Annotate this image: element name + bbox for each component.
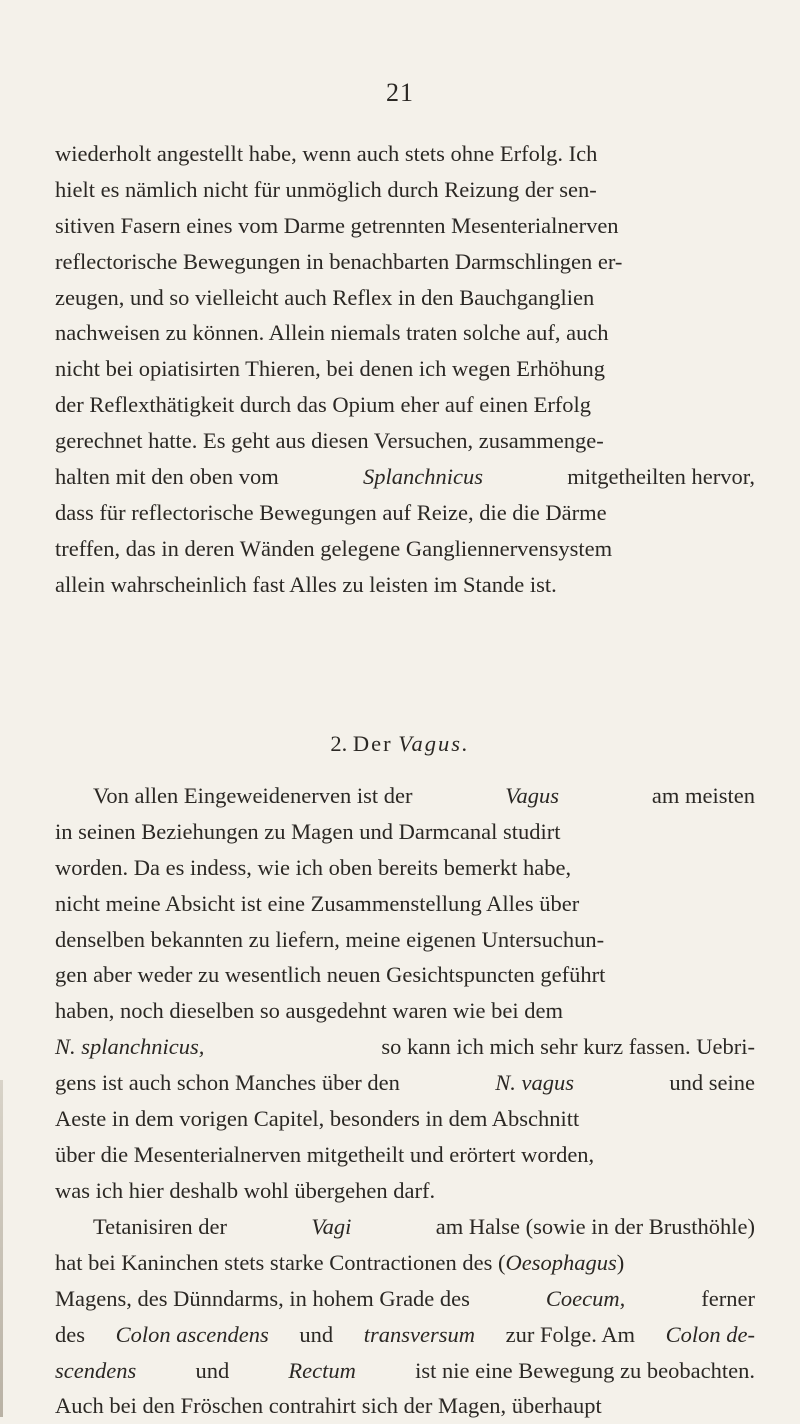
text-line	[55, 495, 755, 531]
section-heading	[0, 731, 800, 757]
text-line	[55, 1065, 755, 1101]
paragraph-1	[55, 136, 755, 603]
text-line	[55, 850, 755, 886]
text-line	[55, 136, 755, 172]
text-line	[55, 1029, 755, 1065]
text-segment: am meisten	[651, 783, 755, 808]
italic-term: N. vagus	[495, 1070, 575, 1096]
text-line-content: reflectorische Bewegungen in benachbarten Darmschlingen er-	[55, 248, 623, 274]
text-segment: und	[195, 1357, 230, 1383]
text-line	[55, 459, 755, 495]
text-line-content: allein wahrscheinlich fast Alles zu leisten im Stande ist.	[55, 571, 557, 597]
text-line-content: dass für reflectorische Bewegungen auf Reize, die die Därme	[55, 499, 607, 525]
italic-term: N. splanchnicus,	[55, 1034, 205, 1060]
italic-term: Colon de-	[665, 1321, 755, 1347]
text-line-content: Auch bei den Fröschen contrahirt sich der Magen, überhaupt	[55, 1393, 602, 1419]
section-label: Der	[352, 731, 393, 756]
text-line	[55, 1209, 755, 1245]
text-line	[55, 280, 755, 316]
text-line	[55, 423, 755, 459]
text-segment: zur Folge. Am	[505, 1321, 635, 1347]
text-segment: ferner	[701, 1285, 755, 1311]
text-segment: ist nie eine Bewegung zu beobachten.	[415, 1357, 755, 1383]
text-part: hat bei Kaninchen stets starke Contractionen des (	[55, 1249, 506, 1275]
text-segment: halten mit den oben vom	[55, 464, 279, 490]
italic-term: Splanchnicus	[362, 464, 483, 490]
text-line-content: worden. Da es indess, wie ich oben bereits bemerkt habe,	[55, 854, 572, 880]
text-line	[55, 886, 755, 922]
text-segment: Von allen Eingeweidenerven ist der	[93, 783, 413, 808]
text-line-content: über die Mesenterialnerven mitgetheilt und erörtert worden,	[55, 1141, 595, 1167]
text-line-content: hielt es nämlich nicht für unmöglich durch Reizung der sen-	[55, 176, 597, 202]
text-segment: so kann ich mich sehr kurz fassen. Uebri-	[381, 1034, 755, 1060]
text-line	[55, 1101, 755, 1137]
text-segment: Tetanisiren der	[93, 1214, 227, 1239]
text-line	[55, 567, 755, 603]
italic-term: Vagi	[311, 1214, 352, 1239]
text-line	[55, 172, 755, 208]
text-line-content: nicht bei opiatisirten Thieren, bei denen ich wegen Erhöhung	[55, 356, 606, 382]
text-segment	[55, 1245, 624, 1281]
text-line-content: gen aber weder zu wesentlich neuen Gesichtspuncten geführt	[55, 962, 606, 988]
text-segment: gens ist auch schon Manches über den	[55, 1070, 400, 1096]
italic-term: Coecum,	[545, 1285, 626, 1311]
text-line	[55, 922, 755, 958]
text-line	[55, 1137, 755, 1173]
scan-edge	[0, 1080, 3, 1417]
italic-term: Colon ascendens	[115, 1321, 269, 1347]
text-line	[55, 993, 755, 1029]
text-line-content: Aeste in dem vorigen Capitel, besonders in dem Abschnitt	[55, 1106, 580, 1132]
text-line	[55, 1353, 755, 1389]
text-line	[55, 244, 755, 280]
text-line-content: in seinen Beziehungen zu Magen und Darmcanal studirt	[55, 818, 561, 844]
text-segment: mitgetheilten hervor,	[567, 464, 755, 490]
text-part: )	[616, 1249, 625, 1275]
text-line-content: der Reflexthätigkeit durch das Opium eher auf einen Erfolg	[55, 392, 592, 418]
text-line	[55, 208, 755, 244]
text-segment: Magens, des Dünndarms, in hohem Grade des	[55, 1285, 470, 1311]
text-line	[55, 531, 755, 567]
text-line-content: treffen, das in deren Wänden gelegene Gangliennervensystem	[55, 535, 613, 561]
text-line-content: zeugen, und so vielleicht auch Reflex in den Bauchganglien	[55, 284, 595, 310]
italic-term: Rectum	[288, 1357, 356, 1383]
page-number: 21	[386, 78, 414, 107]
text-line-content: sitiven Fasern eines vom Darme getrennten Mesenterialnerven	[55, 212, 619, 238]
text-line	[55, 387, 755, 423]
text-line	[55, 814, 755, 850]
section-name: Vagus.	[398, 731, 470, 756]
text-segment: und seine	[669, 1070, 755, 1096]
text-line	[55, 315, 755, 351]
text-line	[55, 1388, 755, 1424]
text-segment: am Halse (sowie in der Brusthöhle)	[435, 1214, 755, 1239]
text-line	[55, 1245, 755, 1281]
text-line	[55, 1173, 755, 1209]
text-segment: und	[299, 1321, 334, 1347]
italic-term: transversum	[363, 1321, 475, 1347]
text-line-content: denselben bekannten zu liefern, meine eigenen Untersuchun-	[55, 926, 605, 952]
text-line	[55, 778, 755, 814]
text-line-content: gerechnet hatte. Es geht aus diesen Versuchen, zusammenge-	[55, 428, 604, 454]
text-line-content: wiederholt angestellt habe, wenn auch stets ohne Erfolg. Ich	[55, 141, 598, 166]
italic-term: Oesophagus	[505, 1249, 617, 1275]
text-line	[55, 1317, 755, 1353]
text-segment: des	[55, 1321, 85, 1347]
text-line-content: nicht meine Absicht ist eine Zusammenstellung Alles über	[55, 890, 580, 916]
text-line	[55, 1281, 755, 1317]
text-line-content: nachweisen zu können. Allein niemals traten solche auf, auch	[55, 320, 609, 346]
text-line-content: haben, noch dieselben so ausgedehnt waren wie bei dem	[55, 998, 563, 1024]
text-line	[55, 957, 755, 993]
section-number: 2.	[330, 731, 348, 756]
text-line	[55, 351, 755, 387]
paragraph-2	[55, 778, 755, 1209]
paragraph-3	[55, 1209, 755, 1424]
italic-term: scendens	[55, 1357, 137, 1383]
text-line-content: was ich hier deshalb wohl übergehen darf.	[55, 1177, 436, 1203]
italic-term: Vagus	[505, 783, 560, 808]
